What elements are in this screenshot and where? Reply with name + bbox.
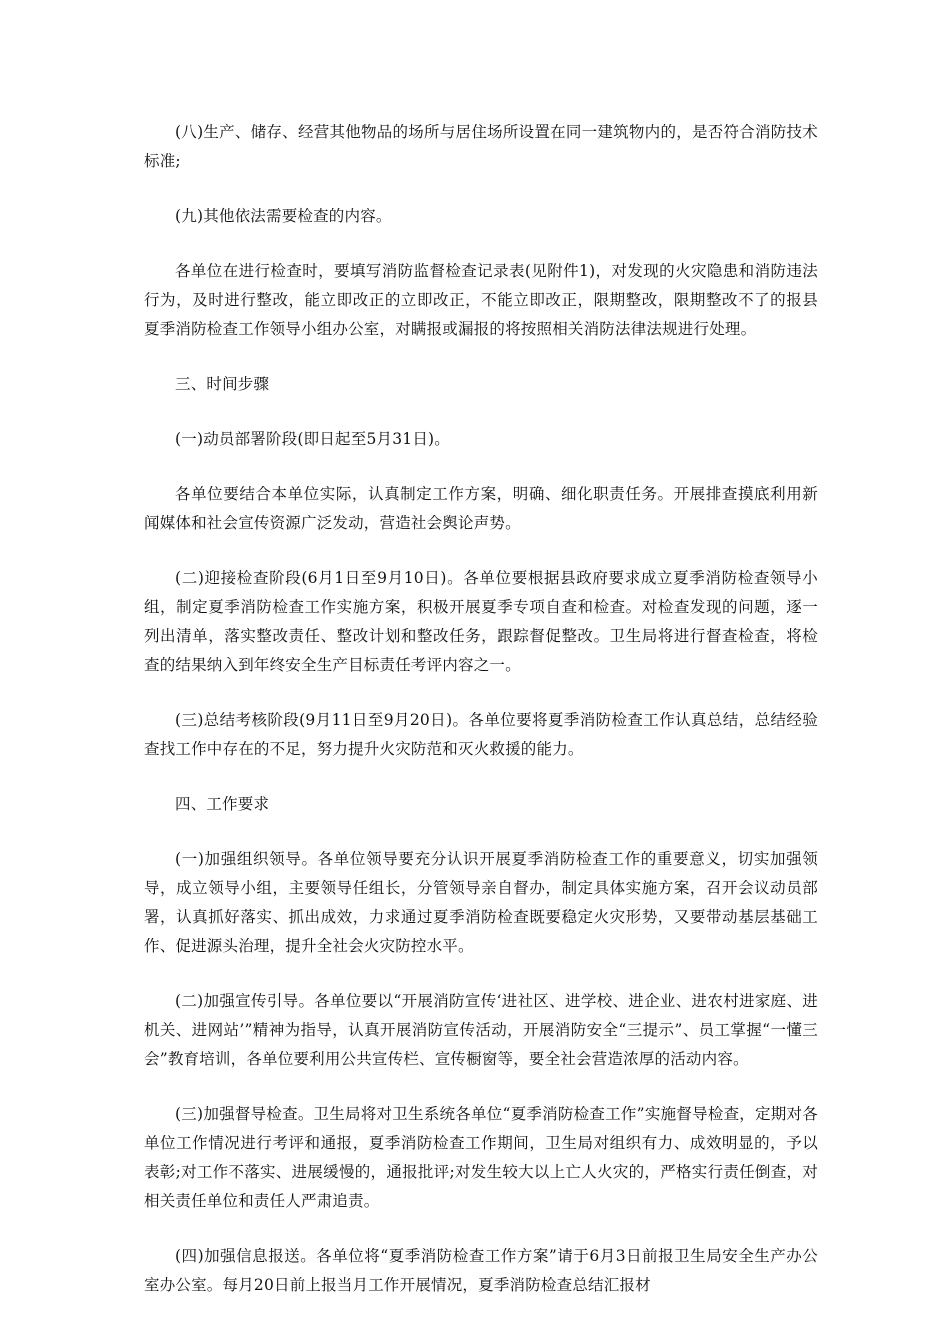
section-heading-work-requirements: 四、工作要求 xyxy=(175,795,270,813)
paragraph-summary-stage: (三)总结考核阶段(9月11日至9月20日)。各单位要将夏季消防检查工作认真总结，总结经验查找工作中存在的不足，努力提升火灾防范和灭火救援的能力。 xyxy=(144,711,818,758)
paragraph-inspection-stage: (二)迎接检查阶段(6月1日至9月10日)。各单位要根据县政府要求成立夏季消防检查领导小组，制定夏季消防检查工作实施方案，积极开展夏季专项自查和检查。对检查发现的问题，逐一列出清单，落实整改责任、整改计划和整改任务，跟踪督促整改。卫生局将进行督查检查，将检查的结果纳入到年终安全生产目标责任考评内容之一。 xyxy=(144,569,818,674)
paragraph-supervision-inspection: (三)加强督导检查。卫生局将对卫生系统各单位“夏季消防检查工作”实施督导检查，定期对各单位工作情况进行考评和通报，夏季消防检查工作期间，卫生局对组织有力、成效明显的，予以表彰;对工作不落实、进展缓慢的，通报批评;对发生较大以上亡人火灾的，严格实行责任倒查，对相关责任单位和责任人严肃追责。 xyxy=(144,1105,818,1210)
paragraph-item-9: (九)其他依法需要检查的内容。 xyxy=(175,207,392,225)
paragraph-mobilization-detail: 各单位要结合本单位实际，认真制定工作方案，明确、细化职责任务。开展排查摸底利用新闻媒体和社会宣传资源广泛发动，营造社会舆论声势。 xyxy=(144,485,818,532)
paragraph-mobilization-stage: (一)动员部署阶段(即日起至5月31日)。 xyxy=(175,430,450,448)
paragraph-publicity-guidance: (二)加强宣传引导。各单位要以“开展消防宣传‘进社区、进学校、进企业、进农村进家庭、进机关、进网站’”精神为指导，认真开展消防宣传活动，开展消防安全“三提示”、员工掌握“一懂三会”教育培训，各单位要利用公共宣传栏、宣传橱窗等，要全社会营造浓厚的活动内容。 xyxy=(144,992,818,1068)
section-heading-time-steps: 三、时间步骤 xyxy=(175,375,270,393)
paragraph-inspection-record: 各单位在进行检查时，要填写消防监督检查记录表(见附件1)，对发现的火灾隐患和消防违法行为，及时进行整改，能立即改正的立即改正，不能立即改正，限期整改，限期整改不了的报县夏季消防检查工作领导小组办公室，对瞒报或漏报的将按照相关消防法律法规进行处理。 xyxy=(144,262,818,338)
paragraph-information-reporting: (四)加强信息报送。各单位将“夏季消防检查工作方案”请于6月3日前报卫生局安全生产办公室办公室。每月20日前上报当月工作开展情况，夏季消防检查总结汇报材 xyxy=(144,1247,818,1294)
paragraph-item-8: (八)生产、储存、经营其他物品的场所与居住场所设置在同一建筑物内的，是否符合消防技术标准; xyxy=(144,123,818,170)
paragraph-organization-leadership: (一)加强组织领导。各单位领导要充分认识开展夏季消防检查工作的重要意义，切实加强领导，成立领导小组，主要领导任组长，分管领导亲自督办，制定具体实施方案，召开会议动员部署，认真抓好落实、抓出成效，力求通过夏季消防检查既要稳定火灾形势，又要带动基层基础工作、促进源头治理，提升全社会火灾防控水平。 xyxy=(144,850,818,955)
